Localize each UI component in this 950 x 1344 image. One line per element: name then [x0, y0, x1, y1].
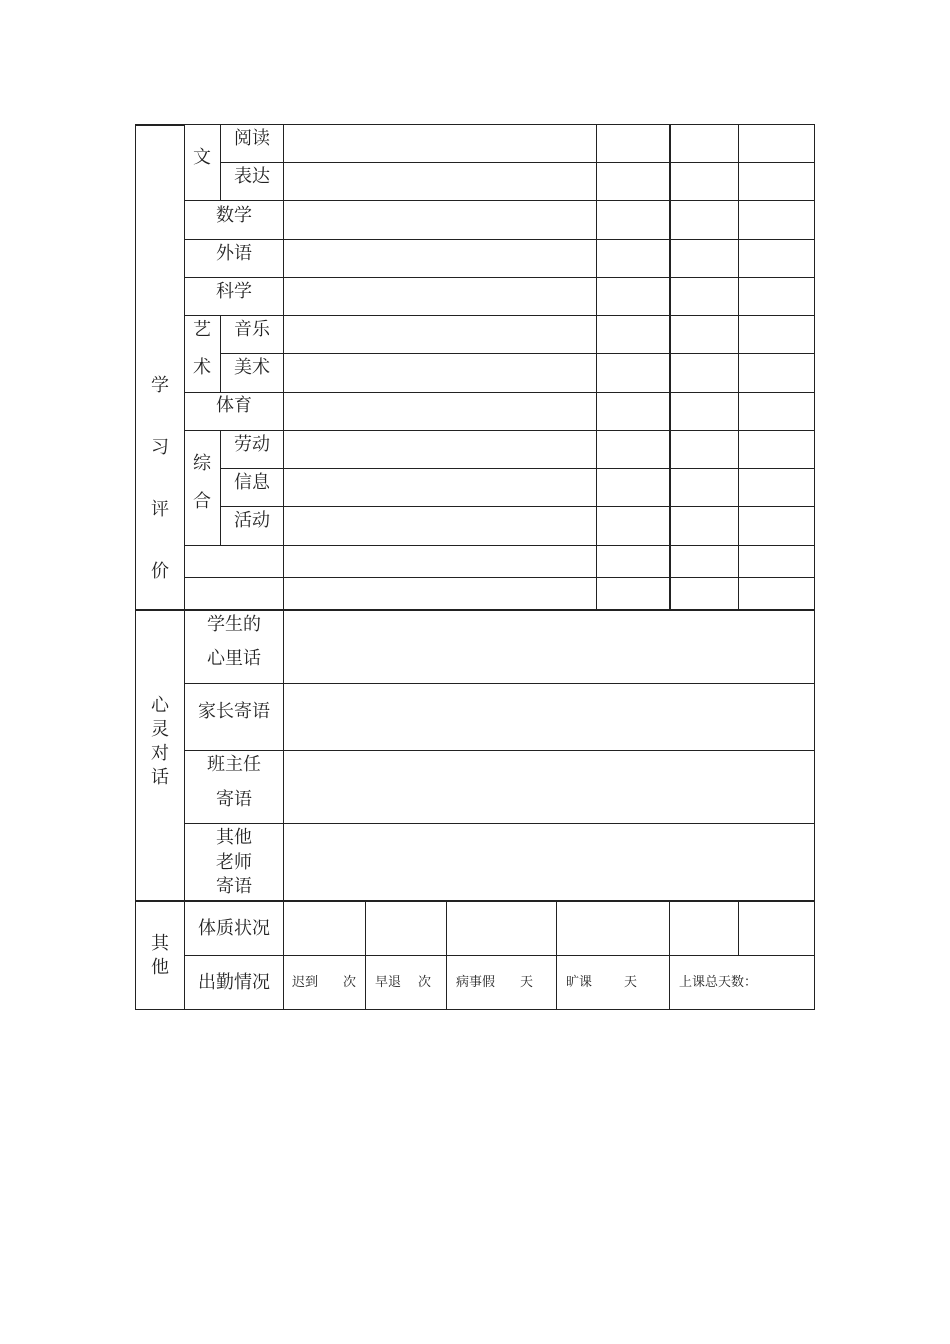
row-line [184, 430, 815, 431]
grade-col-1 [596, 124, 597, 610]
col-line-other [365, 901, 366, 1010]
row-math-label: 数学 [216, 205, 252, 226]
group-wen-label: 文 [193, 147, 211, 168]
row-physical-label: 体质状况 [198, 918, 270, 939]
row-music-label: 音乐 [234, 319, 270, 340]
row-line [184, 315, 815, 316]
border-top [135, 124, 815, 125]
row-others-label-1: 其他 [216, 827, 252, 848]
row-reading-label: 阅读 [234, 128, 270, 149]
row-info-label: 信息 [234, 472, 270, 493]
row-line [220, 162, 815, 163]
col-line-sub-comp [220, 430, 221, 545]
row-line [184, 200, 815, 201]
row-fine-art-label: 美术 [234, 357, 270, 378]
col-line-label [283, 124, 284, 1010]
row-teacher-label-2: 寄语 [216, 789, 252, 810]
row-others-label-2: 老师 [216, 852, 252, 873]
col-line-other [556, 901, 557, 1010]
section-heart-label: 心 灵 对 话 [151, 695, 169, 788]
absent-label: 旷课 [566, 975, 593, 990]
grade-col-3 [738, 124, 739, 610]
row-activity-label: 活动 [234, 510, 270, 531]
group-art-label-2: 术 [193, 357, 211, 378]
row-line [184, 577, 815, 578]
row-labor-label: 劳动 [234, 434, 270, 455]
row-student-label-2: 心里话 [207, 648, 261, 669]
group-comp-label-1: 综 [193, 453, 211, 474]
row-pe-label: 体育 [216, 395, 252, 416]
sick-unit: 天 [520, 975, 534, 990]
row-others-label-3: 寄语 [216, 876, 252, 897]
border-right [814, 124, 815, 1010]
border-bottom [135, 1009, 815, 1010]
row-line [220, 506, 815, 507]
row-line [184, 683, 815, 684]
row-line [184, 392, 815, 393]
row-line [220, 353, 815, 354]
sick-label: 病事假 [456, 975, 496, 990]
absent-unit: 天 [624, 975, 638, 990]
row-line [184, 545, 815, 546]
row-line [184, 823, 815, 824]
border-top-left-thick [135, 124, 184, 126]
border-left [135, 124, 136, 1010]
row-line [220, 468, 815, 469]
total-days-label: 上课总天数： [679, 975, 758, 990]
col-line-other [669, 901, 670, 1010]
late-unit: 次 [343, 975, 357, 990]
early-label: 早退 [375, 975, 402, 990]
section-divider [135, 900, 815, 902]
col-line-other [446, 901, 447, 1010]
row-expression-label: 表达 [234, 166, 270, 187]
grade-col-2 [669, 124, 671, 610]
section-study-label: 学 习 评 价 [151, 375, 169, 582]
section-other-label: 其 他 [151, 933, 169, 978]
row-science-label: 科学 [216, 281, 252, 302]
row-line [184, 955, 815, 956]
row-line [184, 277, 815, 278]
row-line [184, 750, 815, 751]
row-foreign-label: 外语 [216, 243, 252, 264]
row-line [184, 239, 815, 240]
col-line-sub-art [220, 316, 221, 392]
col-line-other [738, 901, 739, 956]
col-line-section [184, 124, 185, 1010]
late-label: 迟到 [292, 975, 319, 990]
section-divider [135, 609, 815, 611]
row-teacher-label-1: 班主任 [207, 754, 261, 775]
row-attendance-label: 出勤情况 [198, 972, 270, 993]
row-parent-label: 家长寄语 [198, 701, 270, 722]
group-comp-label-2: 合 [193, 491, 211, 512]
group-art-label-1: 艺 [193, 319, 211, 340]
row-student-label-1: 学生的 [207, 614, 261, 635]
early-unit: 次 [418, 975, 432, 990]
